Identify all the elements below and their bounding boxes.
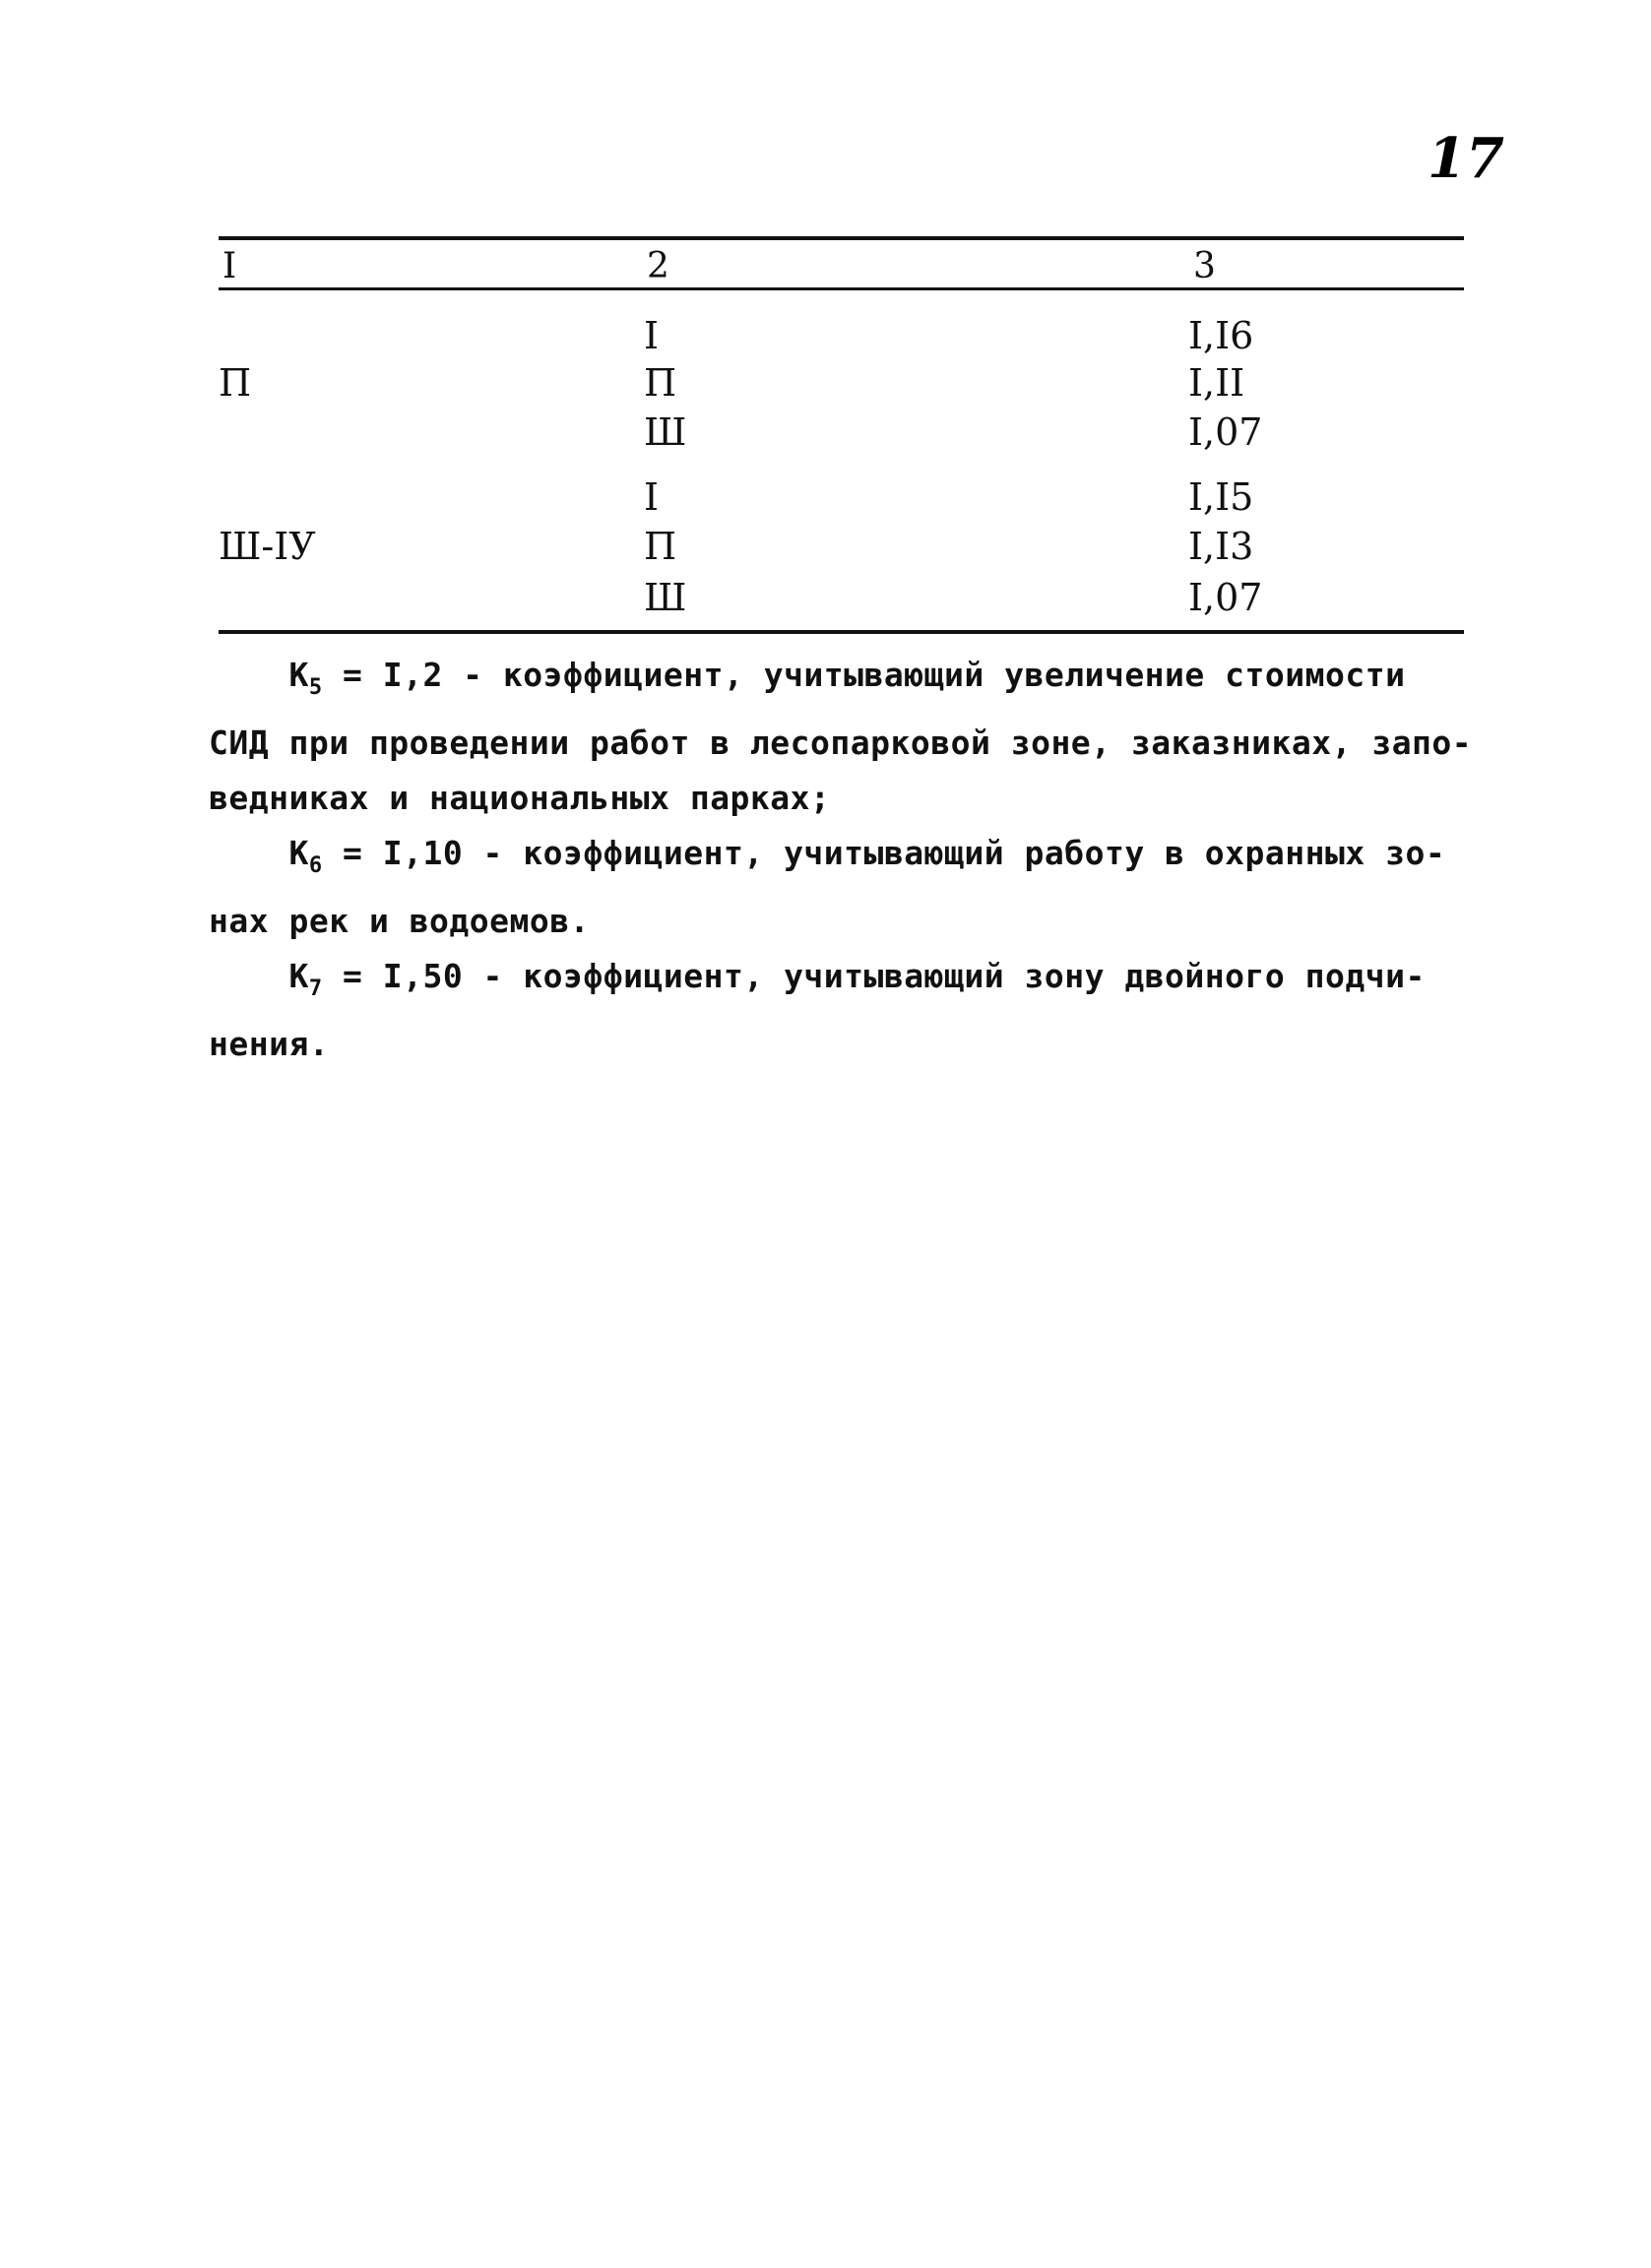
row-coefficient: I,07 [1188, 576, 1263, 619]
coefficient-symbol: K [288, 834, 309, 872]
row-region: Ш-IУ [219, 525, 316, 568]
note-text: нения. [209, 1025, 330, 1063]
coefficient-symbol: K [288, 957, 309, 995]
row-region: П [219, 361, 252, 405]
note-line [209, 716, 1474, 771]
row-coefficient: I,I5 [1188, 475, 1254, 519]
note-text: нах рек и водоемов. [209, 902, 590, 940]
coefficient-subscript: 6 [308, 853, 323, 878]
note-line [209, 826, 1474, 894]
row-coefficient: I,07 [1188, 410, 1263, 454]
note-line [209, 648, 1474, 716]
page-number: 17 [1428, 126, 1504, 191]
table-header-rule [219, 287, 1464, 290]
row-coefficient: I,II [1188, 361, 1245, 405]
note-text: = I,50 - коэффициент, учитывающий зону двойного подчи- [322, 957, 1426, 995]
row-coefficient: I,I3 [1188, 525, 1254, 568]
row-category: П [644, 525, 677, 568]
row-category: Ш [644, 576, 687, 619]
row-category: I [644, 475, 660, 519]
note-line [209, 771, 1474, 826]
header-col-2: 2 [647, 246, 669, 286]
coefficient-notes [209, 648, 1474, 1072]
row-category: Ш [644, 410, 687, 454]
header-col-1: I [222, 246, 237, 286]
row-category: I [644, 314, 660, 357]
row-category: П [644, 361, 677, 405]
coefficient-subscript: 7 [308, 976, 323, 1001]
table-bottom-rule [219, 630, 1464, 634]
table-top-rule [219, 236, 1464, 240]
note-text: ведниках и национальных парках; [209, 779, 831, 817]
coefficient-subscript: 5 [308, 675, 323, 700]
note-line [209, 1017, 1474, 1072]
row-coefficient: I,I6 [1188, 314, 1254, 357]
note-line [209, 949, 1474, 1017]
note-text: СИД при проведении работ в лесопарковой зоне, заказниках, запо- [209, 724, 1473, 762]
note-text: = I,2 - коэффициент, учитывающий увеличение стоимости [322, 656, 1406, 694]
coefficient-symbol: K [288, 656, 309, 694]
note-line [209, 894, 1474, 949]
note-text: = I,10 - коэффициент, учитывающий работу в охранных зо- [322, 834, 1446, 872]
header-col-3: 3 [1193, 246, 1216, 286]
